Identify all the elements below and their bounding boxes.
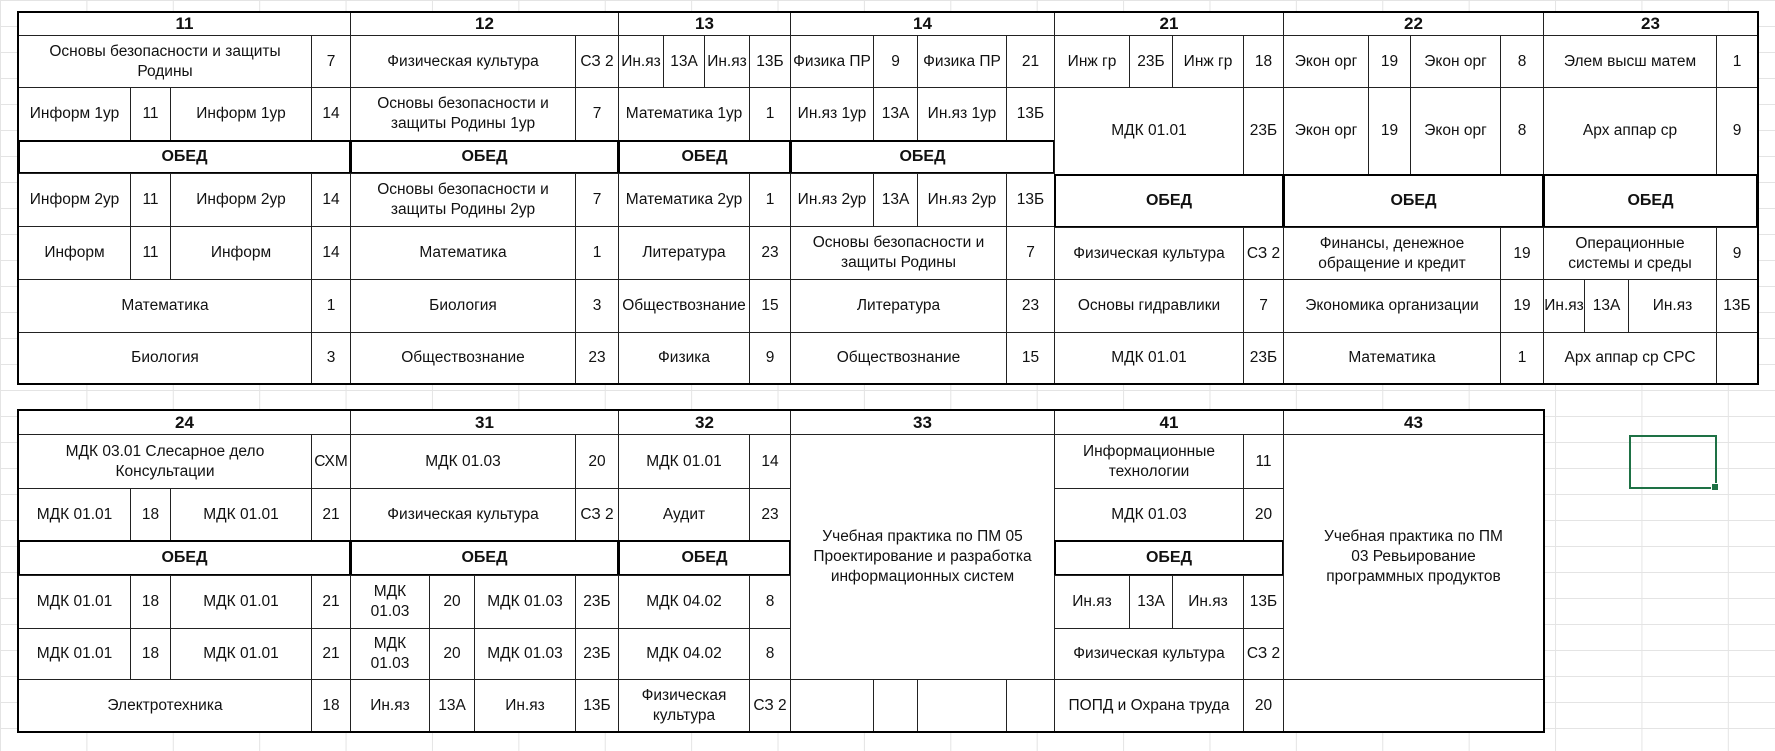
g31-r4-a[interactable]: МДК 01.03 bbox=[350, 575, 430, 629]
g13-r4-subject[interactable]: Математика 2ур bbox=[618, 173, 750, 227]
g11-r4-br[interactable]: 14 bbox=[311, 173, 351, 227]
g22-r1-br[interactable]: 8 bbox=[1500, 35, 1544, 88]
g11-r6-room[interactable]: 1 bbox=[311, 279, 351, 333]
g41-r4-a[interactable]: Ин.яз bbox=[1054, 575, 1130, 629]
g12-r7-subject[interactable]: Обществознание bbox=[350, 332, 576, 384]
g11-r2-ar[interactable]: 11 bbox=[130, 87, 171, 141]
group-header-11[interactable]: 11 bbox=[18, 12, 351, 36]
g24-lunch[interactable]: ОБЕД bbox=[18, 540, 351, 576]
g32-r5-room[interactable]: 8 bbox=[749, 628, 791, 680]
g11-r5-b[interactable]: Информ bbox=[170, 226, 312, 280]
group-header-24[interactable]: 24 bbox=[18, 410, 351, 435]
g22-r5-room[interactable]: 19 bbox=[1500, 227, 1544, 280]
g21-r6-subject[interactable]: Основы гидравлики bbox=[1054, 279, 1244, 333]
g23-r1-room[interactable]: 1 bbox=[1716, 35, 1758, 88]
g24-r4-a[interactable]: МДК 01.01 bbox=[18, 575, 131, 629]
g24-r5-b[interactable]: МДК 01.01 bbox=[170, 628, 312, 680]
g21-r6-room[interactable]: 7 bbox=[1243, 279, 1284, 333]
g14-r1-ar[interactable]: 9 bbox=[873, 35, 918, 88]
g32-lunch[interactable]: ОБЕД bbox=[618, 540, 791, 576]
g14-r2-a[interactable]: Ин.яз 1ур bbox=[790, 87, 874, 141]
group-header-21[interactable]: 21 bbox=[1054, 12, 1284, 36]
g12-lunch[interactable]: ОБЕД bbox=[350, 140, 619, 174]
group-header-41[interactable]: 41 bbox=[1054, 410, 1284, 435]
g12-r5-room[interactable]: 1 bbox=[575, 226, 619, 280]
g21-r2-subject[interactable]: МДК 01.01 bbox=[1054, 87, 1244, 175]
g11-r2-b[interactable]: Информ 1ур bbox=[170, 87, 312, 141]
g13-r1-b[interactable]: Ин.яз bbox=[704, 35, 750, 88]
group-header-12[interactable]: 12 bbox=[350, 12, 619, 36]
g31-r6-br[interactable]: 13Б bbox=[575, 679, 619, 732]
g24-r5-a[interactable]: МДК 01.01 bbox=[18, 628, 131, 680]
g31-r5-a[interactable]: МДК 01.03 bbox=[350, 628, 430, 680]
g33-empty-b[interactable] bbox=[873, 679, 918, 732]
g24-r2-br[interactable]: 21 bbox=[311, 488, 351, 541]
g23-r5-subject[interactable]: Операционные системы и среды bbox=[1543, 227, 1717, 280]
g12-r4-room[interactable]: 7 bbox=[575, 173, 619, 227]
group-header-43[interactable]: 43 bbox=[1283, 410, 1544, 435]
g21-r5-room[interactable]: СЗ 2 bbox=[1243, 227, 1284, 280]
g21-r7-subject[interactable]: МДК 01.01 bbox=[1054, 332, 1244, 384]
g12-r1-subject[interactable]: Физическая культура bbox=[350, 35, 576, 88]
g13-r1-a[interactable]: Ин.яз bbox=[618, 35, 664, 88]
g23-r2-room[interactable]: 9 bbox=[1716, 87, 1758, 175]
g14-r7-subject[interactable]: Обществознание bbox=[790, 332, 1007, 384]
g24-r4-br[interactable]: 21 bbox=[311, 575, 351, 629]
g14-r6-room[interactable]: 23 bbox=[1006, 279, 1055, 333]
g13-r1-br[interactable]: 13Б bbox=[749, 35, 791, 88]
g31-r5-br[interactable]: 23Б bbox=[575, 628, 619, 680]
g13-r2-subject[interactable]: Математика 1ур bbox=[618, 87, 750, 141]
g11-r5-ar[interactable]: 11 bbox=[130, 226, 171, 280]
group-header-31[interactable]: 31 bbox=[350, 410, 619, 435]
g11-r6-subject[interactable]: Математика bbox=[18, 279, 312, 333]
g31-lunch[interactable]: ОБЕД bbox=[350, 540, 619, 576]
g31-r1-room[interactable]: 20 bbox=[575, 434, 619, 489]
g23-r6-b[interactable]: Ин.яз bbox=[1628, 279, 1717, 333]
g41-r2-room[interactable]: 20 bbox=[1243, 488, 1284, 541]
group-header-22[interactable]: 22 bbox=[1283, 12, 1544, 36]
g41-r5-room[interactable]: СЗ 2 bbox=[1243, 628, 1284, 680]
g41-r5-subject[interactable]: Физическая культура bbox=[1054, 628, 1244, 680]
g22-r2-br[interactable]: 8 bbox=[1500, 87, 1544, 175]
g22-r1-a[interactable]: Экон орг bbox=[1283, 35, 1369, 88]
g23-lunch[interactable]: ОБЕД bbox=[1543, 174, 1758, 228]
g24-r1-room[interactable]: СХМ bbox=[311, 434, 351, 489]
g41-r1-subject[interactable]: Информационные технологии bbox=[1054, 434, 1244, 489]
g11-r1-room[interactable]: 7 bbox=[311, 35, 351, 88]
g14-r7-room[interactable]: 15 bbox=[1006, 332, 1055, 384]
g11-r1-subject[interactable]: Основы безопасности и защиты Родины bbox=[18, 35, 312, 88]
g32-r4-room[interactable]: 8 bbox=[749, 575, 791, 629]
g11-r4-b[interactable]: Информ 2ур bbox=[170, 173, 312, 227]
g22-r1-ar[interactable]: 19 bbox=[1368, 35, 1411, 88]
g11-r7-room[interactable]: 3 bbox=[311, 332, 351, 384]
g31-r2-room[interactable]: СЗ 2 bbox=[575, 488, 619, 541]
g24-r6-subject[interactable]: Электротехника bbox=[18, 679, 312, 732]
g41-r4-ar[interactable]: 13А bbox=[1129, 575, 1173, 629]
g14-r1-a[interactable]: Физика ПР bbox=[790, 35, 874, 88]
g14-r2-b[interactable]: Ин.яз 1ур bbox=[917, 87, 1007, 141]
g23-r6-a[interactable]: Ин.яз bbox=[1543, 279, 1585, 333]
group-header-33[interactable]: 33 bbox=[790, 410, 1055, 435]
g14-r4-a[interactable]: Ин.яз 2ур bbox=[790, 173, 874, 227]
g21-r1-a[interactable]: Инж гр bbox=[1054, 35, 1130, 88]
g13-r6-subject[interactable]: Обществознание bbox=[618, 279, 750, 333]
g14-r1-br[interactable]: 21 bbox=[1006, 35, 1055, 88]
g41-r6-room[interactable]: 20 bbox=[1243, 679, 1284, 732]
g22-r2-b[interactable]: Экон орг bbox=[1410, 87, 1501, 175]
g12-r5-subject[interactable]: Математика bbox=[350, 226, 576, 280]
g24-r5-ar[interactable]: 18 bbox=[130, 628, 171, 680]
g23-r6-ar[interactable]: 13А bbox=[1584, 279, 1629, 333]
group-header-32[interactable]: 32 bbox=[618, 410, 791, 435]
g41-lunch[interactable]: ОБЕД bbox=[1054, 540, 1284, 576]
g12-r7-room[interactable]: 23 bbox=[575, 332, 619, 384]
g13-r6-room[interactable]: 15 bbox=[749, 279, 791, 333]
g14-r6-subject[interactable]: Литература bbox=[790, 279, 1007, 333]
g22-r7-subject[interactable]: Математика bbox=[1283, 332, 1501, 384]
g12-r6-room[interactable]: 3 bbox=[575, 279, 619, 333]
g41-r4-b[interactable]: Ин.яз bbox=[1172, 575, 1244, 629]
g14-r4-br[interactable]: 13Б bbox=[1006, 173, 1055, 227]
g24-r1-subject[interactable]: МДК 03.01 Слесарное дело Консультации bbox=[18, 434, 312, 489]
g11-r4-ar[interactable]: 11 bbox=[130, 173, 171, 227]
g12-r1-room[interactable]: СЗ 2 bbox=[575, 35, 619, 88]
g24-r2-a[interactable]: МДК 01.01 bbox=[18, 488, 131, 541]
g41-r6-subject[interactable]: ПОПД и Охрана труда bbox=[1054, 679, 1244, 732]
g11-r5-br[interactable]: 14 bbox=[311, 226, 351, 280]
g33-empty-d[interactable] bbox=[1006, 679, 1055, 732]
g14-r1-b[interactable]: Физика ПР bbox=[917, 35, 1007, 88]
g13-lunch[interactable]: ОБЕД bbox=[618, 140, 791, 174]
g31-r4-br[interactable]: 23Б bbox=[575, 575, 619, 629]
g23-r5-room[interactable]: 9 bbox=[1716, 227, 1758, 280]
g21-r1-ar[interactable]: 23Б bbox=[1129, 35, 1173, 88]
g22-r2-a[interactable]: Экон орг bbox=[1283, 87, 1369, 175]
g12-r6-subject[interactable]: Биология bbox=[350, 279, 576, 333]
g32-r5-subject[interactable]: МДК 04.02 bbox=[618, 628, 750, 680]
g11-lunch[interactable]: ОБЕД bbox=[18, 140, 351, 174]
g13-r5-room[interactable]: 23 bbox=[749, 226, 791, 280]
g31-r6-a[interactable]: Ин.яз bbox=[350, 679, 430, 732]
g22-r1-b[interactable]: Экон орг bbox=[1410, 35, 1501, 88]
g24-r2-b[interactable]: МДК 01.01 bbox=[170, 488, 312, 541]
g22-r7-room[interactable]: 1 bbox=[1500, 332, 1544, 384]
g31-r4-b[interactable]: МДК 01.03 bbox=[474, 575, 576, 629]
g24-r4-ar[interactable]: 18 bbox=[130, 575, 171, 629]
g32-r1-subject[interactable]: МДК 01.01 bbox=[618, 434, 750, 489]
g41-r2-subject[interactable]: МДК 01.03 bbox=[1054, 488, 1244, 541]
g14-r4-ar[interactable]: 13А bbox=[873, 173, 918, 227]
g12-r2-subject[interactable]: Основы безопасности и защиты Родины 1ур bbox=[350, 87, 576, 141]
g21-r2-room[interactable]: 23Б bbox=[1243, 87, 1284, 175]
group-header-13[interactable]: 13 bbox=[618, 12, 791, 36]
g14-lunch[interactable]: ОБЕД bbox=[790, 140, 1055, 174]
g14-r5-room[interactable]: 7 bbox=[1006, 226, 1055, 280]
g11-r7-subject[interactable]: Биология bbox=[18, 332, 312, 384]
g23-r1-subject[interactable]: Элем высш матем bbox=[1543, 35, 1717, 88]
g32-r1-room[interactable]: 14 bbox=[749, 434, 791, 489]
g21-r5-subject[interactable]: Физическая культура bbox=[1054, 227, 1244, 280]
g23-r7-room[interactable] bbox=[1716, 332, 1758, 384]
g24-r6-room[interactable]: 18 bbox=[311, 679, 351, 732]
g13-r7-subject[interactable]: Физика bbox=[618, 332, 750, 384]
g21-lunch[interactable]: ОБЕД bbox=[1054, 174, 1284, 228]
g22-r2-ar[interactable]: 19 bbox=[1368, 87, 1411, 175]
g23-r6-br[interactable]: 13Б bbox=[1716, 279, 1758, 333]
g21-r7-room[interactable]: 23Б bbox=[1243, 332, 1284, 384]
g22-lunch[interactable]: ОБЕД bbox=[1283, 174, 1544, 228]
g21-r1-b[interactable]: Инж гр bbox=[1172, 35, 1244, 88]
g13-r5-subject[interactable]: Литература bbox=[618, 226, 750, 280]
g11-r2-a[interactable]: Информ 1ур bbox=[18, 87, 131, 141]
g43-practice[interactable]: Учебная практика по ПМ 03 Ревьирование программных продуктов bbox=[1283, 434, 1544, 680]
g14-r4-b[interactable]: Ин.яз 2ур bbox=[917, 173, 1007, 227]
g31-r4-ar[interactable]: 20 bbox=[429, 575, 475, 629]
g12-r2-room[interactable]: 7 bbox=[575, 87, 619, 141]
g32-r2-room[interactable]: 23 bbox=[749, 488, 791, 541]
g14-r2-ar[interactable]: 13А bbox=[873, 87, 918, 141]
g13-r2-room[interactable]: 1 bbox=[749, 87, 791, 141]
g32-r2-subject[interactable]: Аудит bbox=[618, 488, 750, 541]
g24-r2-ar[interactable]: 18 bbox=[130, 488, 171, 541]
g14-r2-br[interactable]: 13Б bbox=[1006, 87, 1055, 141]
g32-r6-room[interactable]: СЗ 2 bbox=[749, 679, 791, 732]
g22-r6-subject[interactable]: Экономика организации bbox=[1283, 279, 1501, 333]
g31-r6-b[interactable]: Ин.яз bbox=[474, 679, 576, 732]
g31-r5-b[interactable]: МДК 01.03 bbox=[474, 628, 576, 680]
g22-r5-subject[interactable]: Финансы, денежное обращение и кредит bbox=[1283, 227, 1501, 280]
group-header-23[interactable]: 23 bbox=[1543, 12, 1758, 36]
g31-r1-subject[interactable]: МДК 01.03 bbox=[350, 434, 576, 489]
g13-r7-room[interactable]: 9 bbox=[749, 332, 791, 384]
g14-r5-subject[interactable]: Основы безопасности и защиты Родины bbox=[790, 226, 1007, 280]
g33-practice[interactable]: Учебная практика по ПМ 05 Проектирование и разработка информационных систем bbox=[790, 434, 1055, 680]
g11-r2-br[interactable]: 14 bbox=[311, 87, 351, 141]
g13-r1-ar[interactable]: 13А bbox=[663, 35, 705, 88]
selected-cell[interactable] bbox=[1629, 435, 1717, 489]
g22-r6-room[interactable]: 19 bbox=[1500, 279, 1544, 333]
g43-empty[interactable] bbox=[1283, 679, 1544, 732]
g31-r5-ar[interactable]: 20 bbox=[429, 628, 475, 680]
g24-r4-b[interactable]: МДК 01.01 bbox=[170, 575, 312, 629]
g33-empty-a[interactable] bbox=[790, 679, 874, 732]
g23-r2-subject[interactable]: Арх аппар ср bbox=[1543, 87, 1717, 175]
g23-r7-subject[interactable]: Арх аппар ср СРС bbox=[1543, 332, 1717, 384]
g41-r4-br[interactable]: 13Б bbox=[1243, 575, 1284, 629]
g41-r1-room[interactable]: 11 bbox=[1243, 434, 1284, 489]
g13-r4-room[interactable]: 1 bbox=[749, 173, 791, 227]
g32-r6-subject[interactable]: Физическая культура bbox=[618, 679, 750, 732]
g33-empty-c[interactable] bbox=[917, 679, 1007, 732]
g12-r4-subject[interactable]: Основы безопасности и защиты Родины 2ур bbox=[350, 173, 576, 227]
g31-r6-ar[interactable]: 13А bbox=[429, 679, 475, 732]
g24-r5-br[interactable]: 21 bbox=[311, 628, 351, 680]
g32-r4-subject[interactable]: МДК 04.02 bbox=[618, 575, 750, 629]
g31-r2-subject[interactable]: Физическая культура bbox=[350, 488, 576, 541]
g21-r1-br[interactable]: 18 bbox=[1243, 35, 1284, 88]
group-header-14[interactable]: 14 bbox=[790, 12, 1055, 36]
g11-r4-a[interactable]: Информ 2ур bbox=[18, 173, 131, 227]
g11-r5-a[interactable]: Информ bbox=[18, 226, 131, 280]
